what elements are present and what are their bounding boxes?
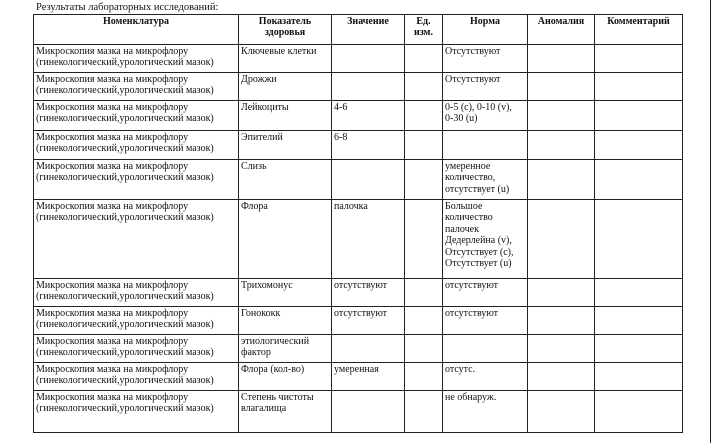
- cell-comment: [595, 335, 683, 363]
- cell-indicator: Степень чистоты влагалища: [239, 391, 332, 433]
- cell-nomenclature: Микроскопия мазка на микрофлору (гинекологический,урологический мазок): [34, 101, 239, 131]
- cell-value: [332, 45, 405, 73]
- cell-comment: [595, 45, 683, 73]
- cell-anomaly: [528, 45, 595, 73]
- cell-indicator: Эпителий: [239, 131, 332, 160]
- table-row: [34, 307, 683, 335]
- cell-nomenclature: Микроскопия мазка на микрофлору (гинекологический,урологический мазок): [34, 160, 239, 200]
- cell-norm: Отсутствуют: [443, 45, 528, 73]
- cell-nomenclature: Микроскопия мазка на микрофлору (гинекологический,урологический мазок): [34, 279, 239, 307]
- table-row: [34, 73, 683, 101]
- cell-comment: [595, 131, 683, 160]
- cell-nomenclature: Микроскопия мазка на микрофлору (гинекологический,урологический мазок): [34, 307, 239, 335]
- cell-norm: отсутствуют: [443, 307, 528, 335]
- table-row: [34, 45, 683, 73]
- cell-norm: отсутствуют: [443, 279, 528, 307]
- cell-value: умеренная: [332, 363, 405, 391]
- header-comment: Комментарий: [595, 15, 683, 45]
- cell-value: [332, 335, 405, 363]
- table-row: [34, 131, 683, 160]
- cell-unit: [405, 160, 443, 200]
- cell-value: отсутствуют: [332, 307, 405, 335]
- cell-anomaly: [528, 335, 595, 363]
- cell-comment: [595, 160, 683, 200]
- cell-comment: [595, 279, 683, 307]
- cell-indicator: Лейкоциты: [239, 101, 332, 131]
- cell-anomaly: [528, 200, 595, 279]
- cell-unit: [405, 131, 443, 160]
- cell-anomaly: [528, 307, 595, 335]
- cell-comment: [595, 200, 683, 279]
- cell-unit: [405, 101, 443, 131]
- cell-norm: [443, 335, 528, 363]
- cell-anomaly: [528, 160, 595, 200]
- table-row: [34, 391, 683, 433]
- cell-norm: умеренное количество, отсутствует (u): [443, 160, 528, 200]
- table-row: [34, 363, 683, 391]
- cell-value: [332, 391, 405, 433]
- cell-norm: Большое количество палочек Дедерлейна (v), Отсутствует (с), Отсутствует (u): [443, 200, 528, 279]
- cell-anomaly: [528, 101, 595, 131]
- cell-indicator: Флора: [239, 200, 332, 279]
- results-caption: Результаты лабораторных исследований:: [36, 2, 219, 13]
- header-nomenclature: Номенклатура: [34, 15, 239, 45]
- table-row: [34, 160, 683, 200]
- header-unit: Ед. изм.: [405, 15, 443, 45]
- cell-unit: [405, 200, 443, 279]
- cell-nomenclature: Микроскопия мазка на микрофлору (гинекологический,урологический мазок): [34, 363, 239, 391]
- cell-indicator: Ключевые клетки: [239, 45, 332, 73]
- cell-comment: [595, 73, 683, 101]
- page-edge-line: [710, 0, 711, 443]
- cell-indicator: Трихомонус: [239, 279, 332, 307]
- cell-indicator: Дрожжи: [239, 73, 332, 101]
- cell-anomaly: [528, 363, 595, 391]
- cell-unit: [405, 335, 443, 363]
- cell-unit: [405, 363, 443, 391]
- cell-indicator: Слизь: [239, 160, 332, 200]
- cell-comment: [595, 391, 683, 433]
- cell-value: отсутствуют: [332, 279, 405, 307]
- cell-nomenclature: Микроскопия мазка на микрофлору (гинекологический,урологический мазок): [34, 335, 239, 363]
- cell-unit: [405, 73, 443, 101]
- cell-nomenclature: Микроскопия мазка на микрофлору (гинекологический,урологический мазок): [34, 45, 239, 73]
- cell-unit: [405, 45, 443, 73]
- cell-nomenclature: Микроскопия мазка на микрофлору (гинекологический,урологический мазок): [34, 391, 239, 433]
- cell-nomenclature: Микроскопия мазка на микрофлору (гинекологический,урологический мазок): [34, 73, 239, 101]
- cell-norm: не обнаруж.: [443, 391, 528, 433]
- table-row: [34, 279, 683, 307]
- cell-norm: 0-5 (c), 0-10 (v), 0-30 (u): [443, 101, 528, 131]
- cell-indicator: Флора (кол-во): [239, 363, 332, 391]
- cell-anomaly: [528, 391, 595, 433]
- cell-comment: [595, 363, 683, 391]
- cell-nomenclature: Микроскопия мазка на микрофлору (гинекологический,урологический мазок): [34, 131, 239, 160]
- table-row: [34, 200, 683, 279]
- cell-nomenclature: Микроскопия мазка на микрофлору (гинекологический,урологический мазок): [34, 200, 239, 279]
- table-row: [34, 335, 683, 363]
- cell-norm: [443, 131, 528, 160]
- header-norm: Норма: [443, 15, 528, 45]
- cell-indicator: этиологический фактор: [239, 335, 332, 363]
- cell-value: [332, 160, 405, 200]
- cell-anomaly: [528, 279, 595, 307]
- cell-unit: [405, 307, 443, 335]
- header-value: Значение: [332, 15, 405, 45]
- cell-value: 4-6: [332, 101, 405, 131]
- results-table: [33, 14, 683, 433]
- cell-anomaly: [528, 73, 595, 101]
- table-row: [34, 101, 683, 131]
- header-anomaly: Аномалия: [528, 15, 595, 45]
- cell-comment: [595, 307, 683, 335]
- cell-value: [332, 73, 405, 101]
- cell-value: палочка: [332, 200, 405, 279]
- cell-unit: [405, 391, 443, 433]
- table-header-row: [34, 15, 683, 45]
- header-indicator: Показатель здоровья: [239, 15, 332, 45]
- cell-value: 6-8: [332, 131, 405, 160]
- cell-unit: [405, 279, 443, 307]
- cell-anomaly: [528, 131, 595, 160]
- cell-comment: [595, 101, 683, 131]
- cell-indicator: Гонококк: [239, 307, 332, 335]
- cell-norm: Отсутствуют: [443, 73, 528, 101]
- cell-norm: отсутс.: [443, 363, 528, 391]
